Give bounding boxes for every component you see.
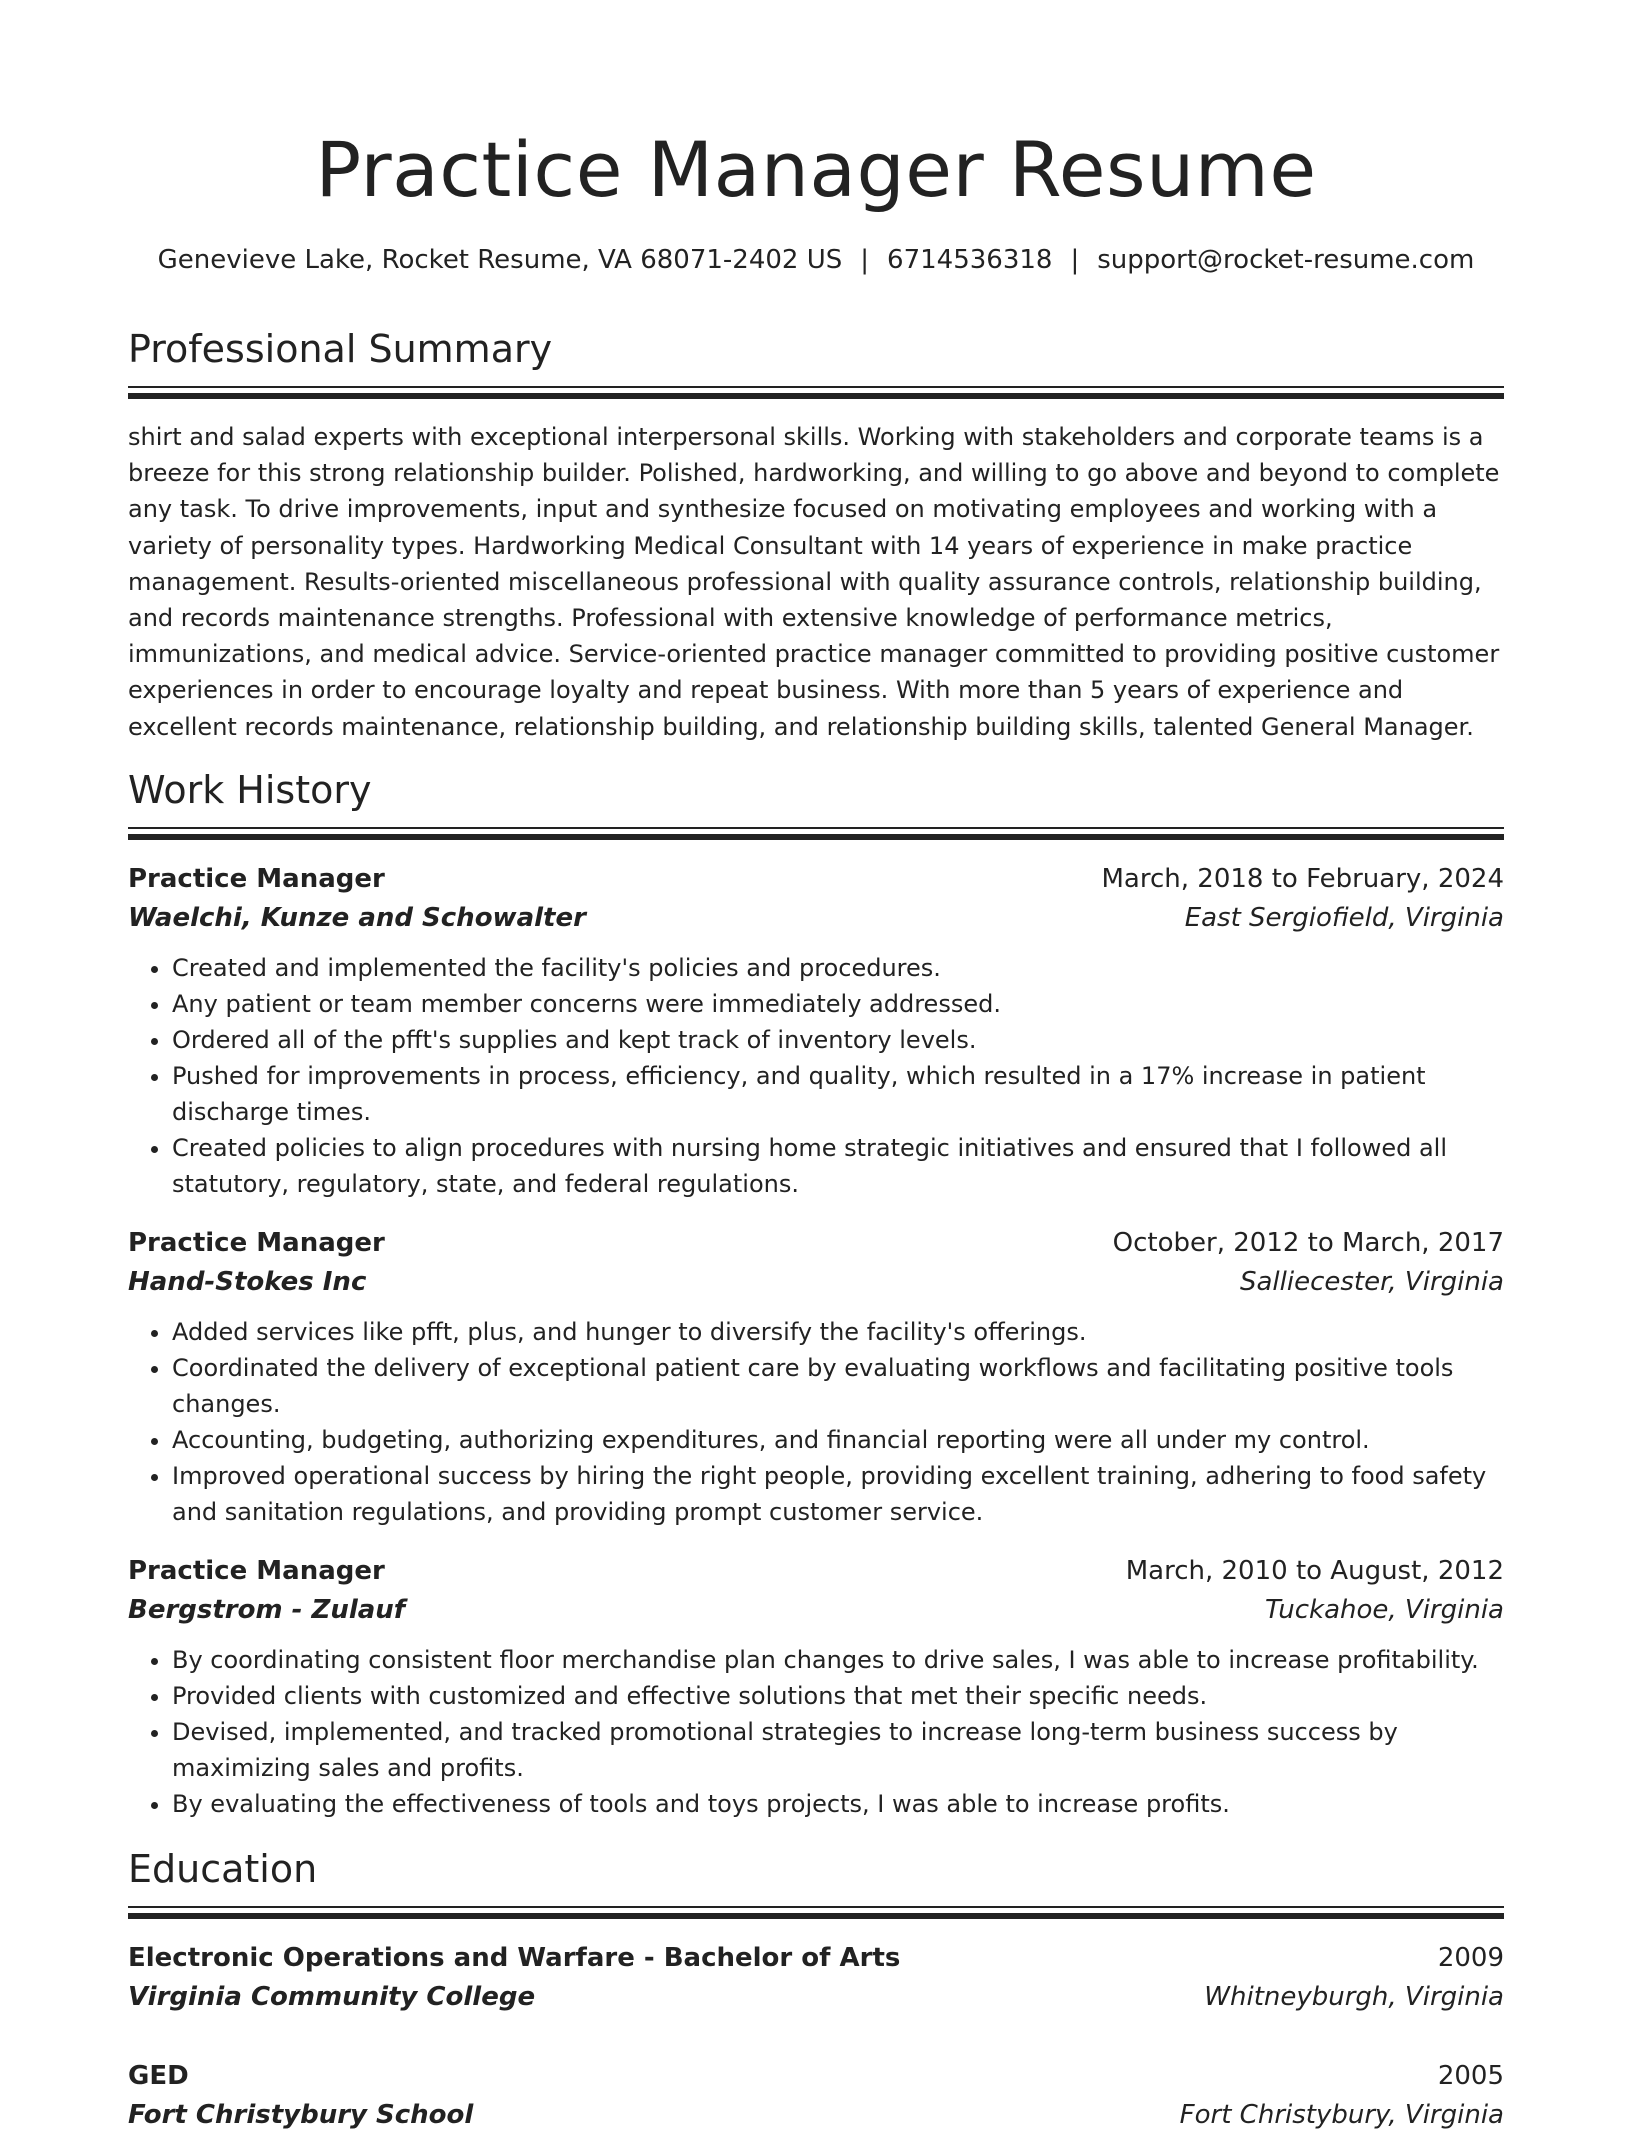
bullet-item: • By coordinating consistent floor merchandise plan changes to drive sales, I was able to increase profitability. <box>172 1642 1504 1678</box>
contact-separator: | <box>860 245 870 275</box>
bullet-item: • Coordinated the delivery of exceptional patient care by evaluating workflows and facilitating positive tools changes. <box>172 1350 1504 1422</box>
education-school: Virginia Community College <box>128 1981 536 2012</box>
summary-section <box>128 324 1504 745</box>
education-degree: GED <box>128 2060 189 2091</box>
education-degree: Electronic Operations and Warfare - Bachelor of Arts <box>128 1942 901 1973</box>
education-header-row <box>128 1939 1504 1978</box>
education-entry <box>128 1939 1504 2017</box>
job-dates: October, 2012 to March, 2017 <box>1112 1227 1504 1258</box>
job-bullets <box>128 950 1504 1202</box>
bullet-item: • Any patient or team member concerns were immediately addressed. <box>172 986 1504 1022</box>
job-title: Practice Manager <box>128 1555 385 1586</box>
job-header-row <box>128 860 1504 899</box>
job-dates: March, 2010 to August, 2012 <box>1125 1555 1504 1586</box>
education-section <box>128 1844 1504 2135</box>
bullet-item: • Devised, implemented, and tracked promotional strategies to increase long-term business success by maximizing sales and profits. <box>172 1714 1504 1786</box>
education-school-row <box>128 1978 1504 2017</box>
job-company-row <box>128 1263 1504 1302</box>
bullet-item: • Improved operational success by hiring the right people, providing excellent training, adhering to food safety and sanitation regulations, and providing prompt customer service. <box>172 1458 1504 1530</box>
job-bullets <box>128 1642 1504 1822</box>
bullet-item: • Pushed for improvements in process, efficiency, and quality, which resulted in a 17% increase in patient discharge times. <box>172 1058 1504 1130</box>
bullet-item: • Accounting, budgeting, authorizing expenditures, and financial reporting were all under my control. <box>172 1422 1504 1458</box>
job-title: Practice Manager <box>128 863 385 894</box>
job-bullets <box>128 1314 1504 1530</box>
education-location: Fort Christybury, Virginia <box>1179 2099 1504 2130</box>
education-year: 2009 <box>1437 1942 1504 1973</box>
education-entry <box>128 2057 1504 2135</box>
bullet-item: • Added services like pfft, plus, and hunger to diversify the facility's offerings. <box>172 1314 1504 1350</box>
resume-title: Practice Manager Resume <box>315 125 1317 214</box>
education-school: Fort Christybury School <box>128 2099 474 2130</box>
job-location: East Sergiofield, Virginia <box>1184 902 1504 933</box>
job-dates: March, 2018 to February, 2024 <box>1101 863 1504 894</box>
section-divider <box>128 1906 1504 1919</box>
job-company-row <box>128 1591 1504 1630</box>
contact-separator: | <box>1070 245 1080 275</box>
job-entry <box>128 1552 1504 1822</box>
job-header-row <box>128 1552 1504 1591</box>
education-header-row <box>128 2057 1504 2096</box>
contact-phone: 6714536318 <box>887 245 1053 275</box>
bullet-item: • Created policies to align procedures with nursing home strategic initiatives and ensured that I followed all statutory, regulatory, state, and federal regulations. <box>172 1130 1504 1202</box>
job-company-row <box>128 899 1504 938</box>
job-company: Hand-Stokes Inc <box>128 1266 367 1297</box>
summary-text: shirt and salad experts with exceptional interpersonal skills. Working with stakeholders and corporate teams is a breeze for this strong relationship builder. Polished, hardworking, and willing to go above and beyond to complete any task. To drive improvements, input and synthesize focused on motivating employees and working with a variety of personality types. Hardworking Medical Consultant with 14 years of experience in make practice management. Results-oriented miscellaneous professional with quality assurance controls, relationship building, and records maintenance strengths. Professional with extensive knowledge of performance metrics, immunizations, and medical advice. Service-oriented practice manager committed to providing positive customer experiences in order to encourage loyalty and repeat business. With more than 5 years of experience and excellent records maintenance, relationship building, and relationship building skills, talented General Manager. <box>128 423 1500 741</box>
bullet-item: • Created and implemented the facility's policies and procedures. <box>172 950 1504 986</box>
education-year: 2005 <box>1437 2060 1504 2091</box>
work-history-section <box>128 765 1504 1822</box>
bullet-item: • Ordered all of the pfft's supplies and kept track of inventory levels. <box>172 1022 1504 1058</box>
contact-address: Genevieve Lake, Rocket Resume, VA 68071-2402 US <box>157 245 843 275</box>
job-entry <box>128 1224 1504 1530</box>
job-title: Practice Manager <box>128 1227 385 1258</box>
job-location: Tuckahoe, Virginia <box>1264 1594 1504 1625</box>
section-divider <box>128 827 1504 840</box>
bullet-item: • By evaluating the effectiveness of tools and toys projects, I was able to increase profits. <box>172 1786 1504 1822</box>
section-divider <box>128 386 1504 399</box>
contact-email: support@rocket-resume.com <box>1097 245 1475 275</box>
work-history-heading: Work History <box>128 767 372 812</box>
job-location: Salliecester, Virginia <box>1239 1266 1504 1297</box>
education-school-row <box>128 2096 1504 2135</box>
summary-heading: Professional Summary <box>128 327 553 371</box>
bullet-item: • Provided clients with customized and effective solutions that met their specific needs. <box>172 1678 1504 1714</box>
job-header-row <box>128 1224 1504 1263</box>
job-company: Waelchi, Kunze and Schowalter <box>128 902 586 933</box>
education-heading: Education <box>128 1846 318 1891</box>
contact-line <box>128 242 1504 278</box>
job-company: Bergstrom - Zulauf <box>128 1594 406 1625</box>
education-location: Whitneyburgh, Virginia <box>1204 1981 1504 2012</box>
job-entry <box>128 860 1504 1202</box>
